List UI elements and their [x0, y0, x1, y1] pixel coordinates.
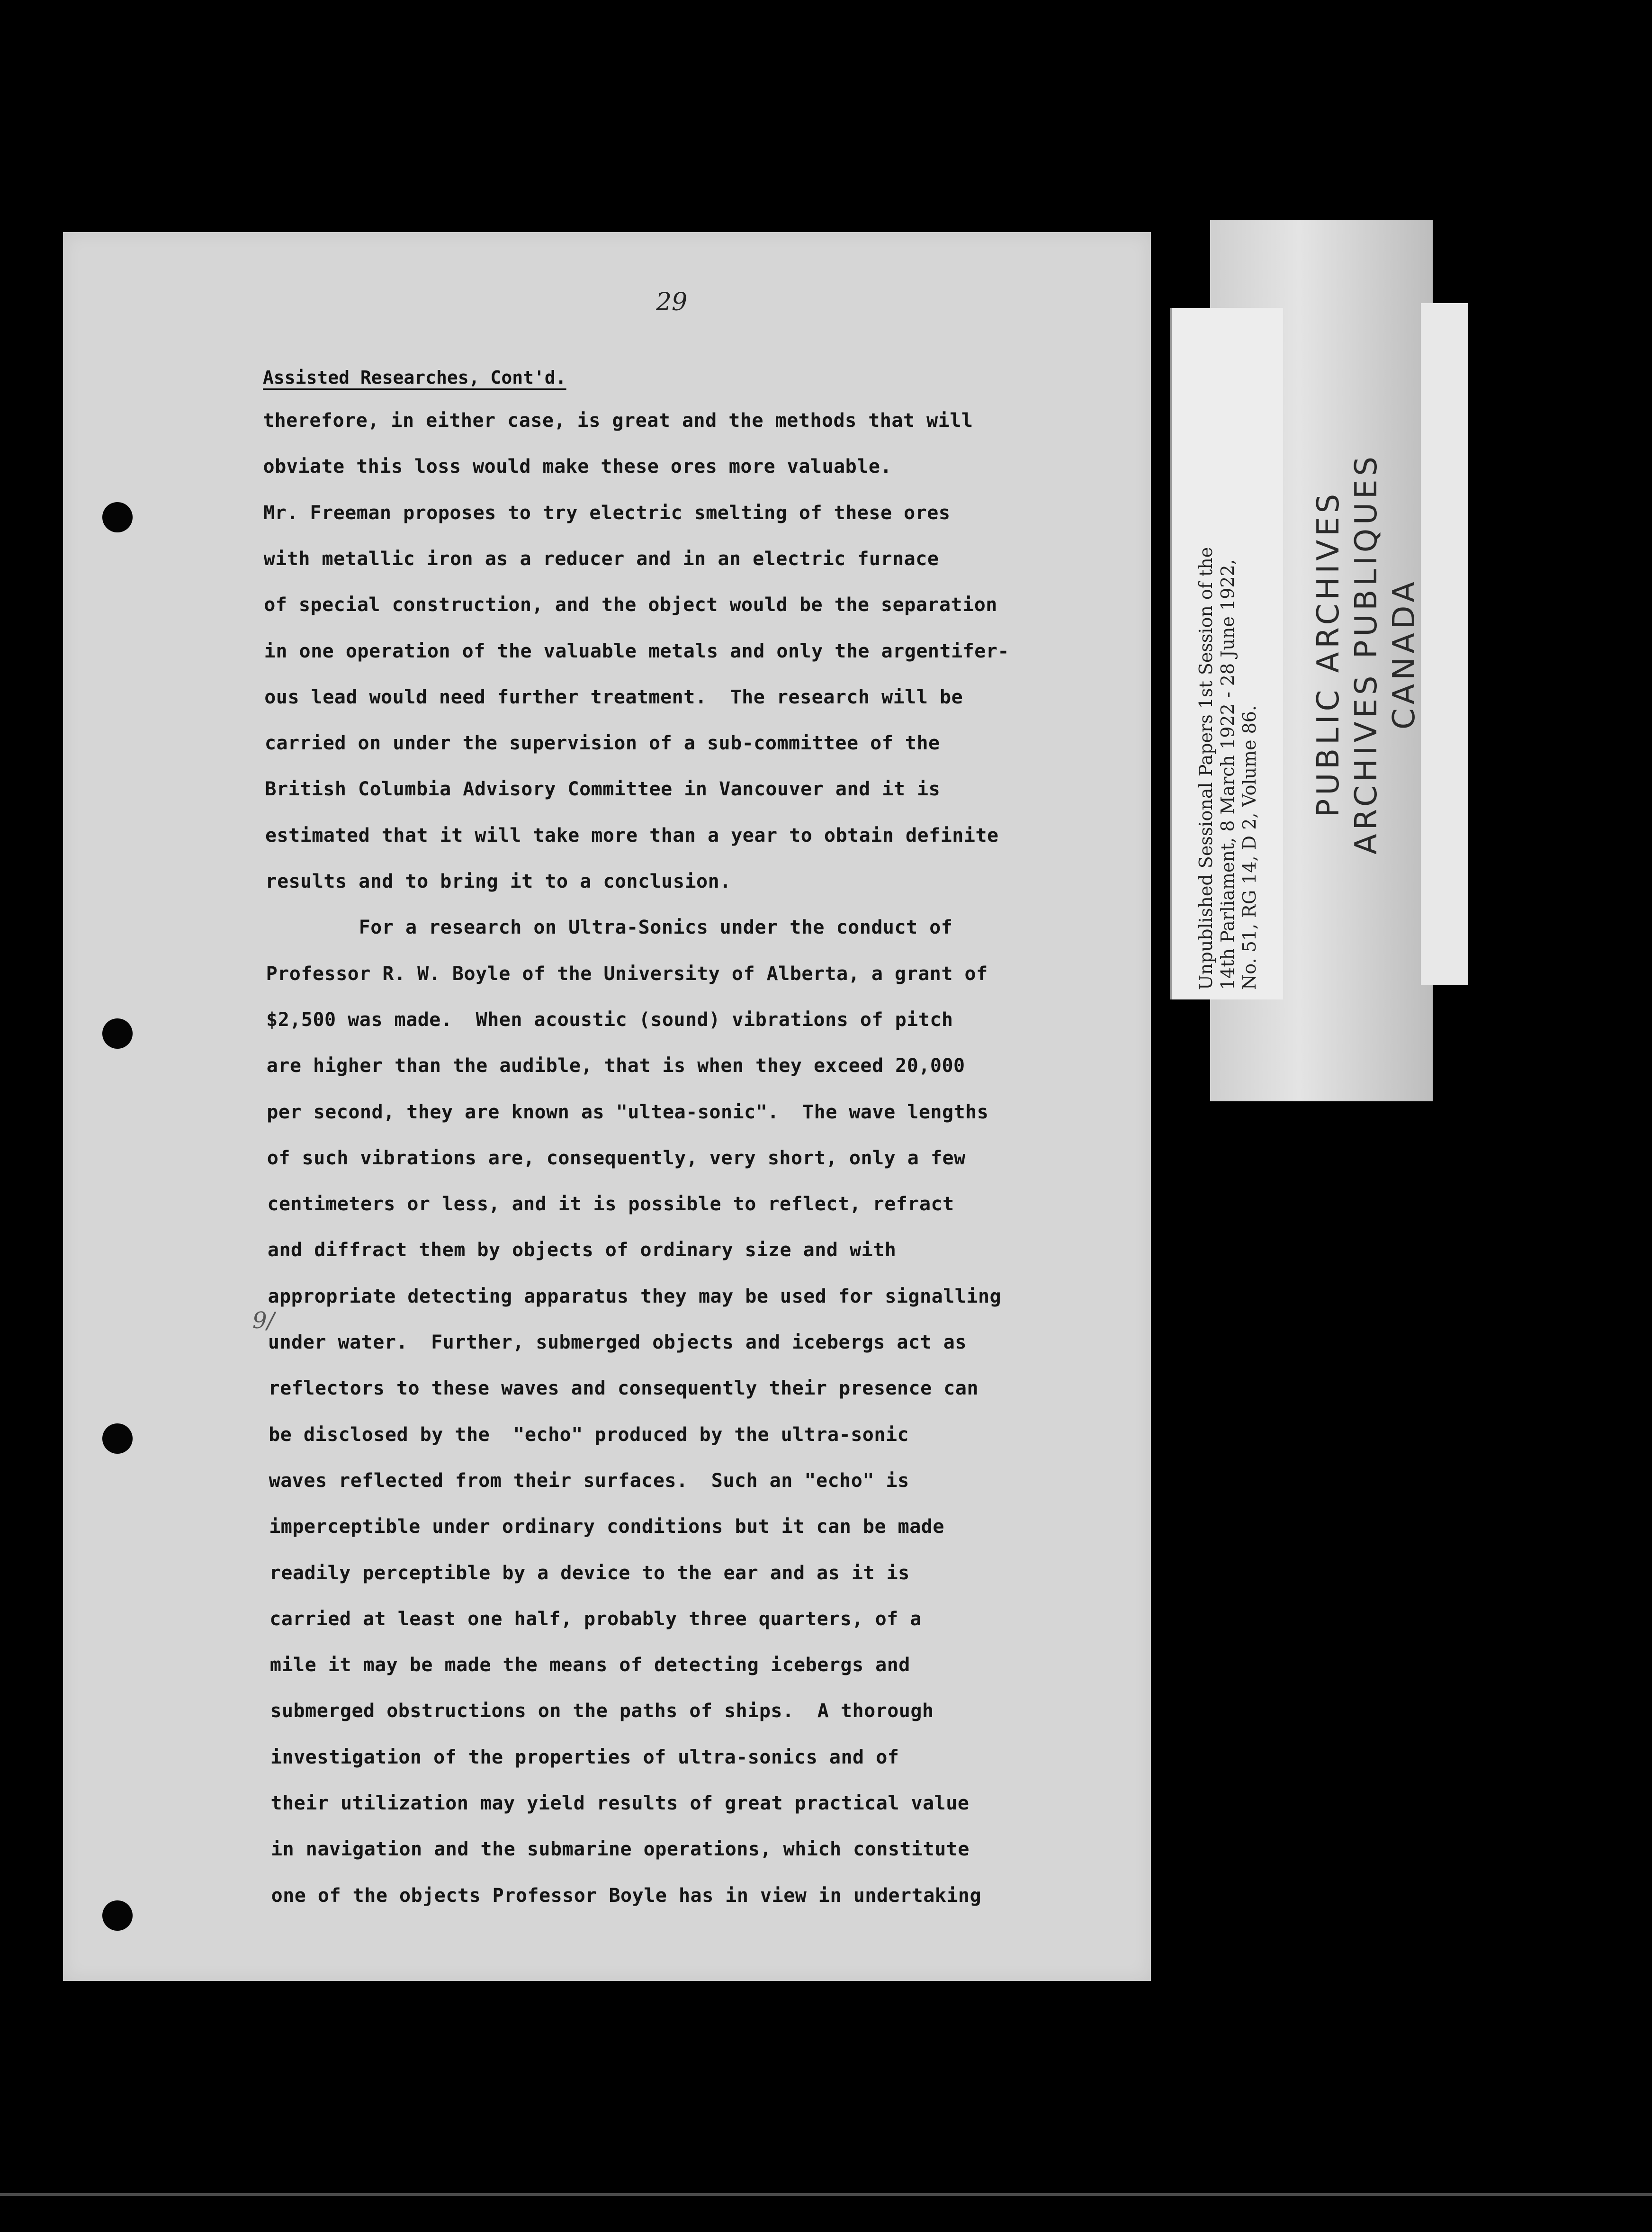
text-line: For a research on Ultra-Sonics under the conduct of — [266, 917, 953, 939]
text-line: carried on under the supervision of a sub-committee of the — [264, 732, 940, 755]
text-line: with metallic iron as a reducer and in an electric furnace — [263, 548, 939, 570]
text-line: ous lead would need further treatment. The research will be — [264, 686, 963, 708]
text-line: obviate this loss would make these ores more valuable. — [263, 456, 892, 478]
text-line: under water. Further, submerged objects and icebergs act as — [268, 1332, 967, 1353]
scan-border — [0, 2193, 1652, 2196]
text-line: mile it may be made the means of detecting icebergs and — [269, 1654, 910, 1676]
text-line: carried at least one half, probably three quarters, of a — [269, 1608, 922, 1630]
text-line: investigation of the properties of ultra-sonics and of — [270, 1746, 899, 1768]
text-line: Professor R. W. Boyle of the University of Alberta, a grant of — [266, 963, 988, 985]
archive-stamp-line: CANADA — [1387, 577, 1422, 730]
text-line: British Columbia Advisory Committee in Vancouver and it is — [265, 778, 941, 801]
text-line: and diffract them by objects of ordinary size and with — [267, 1239, 897, 1261]
text-line: their utilization may yield results of great practical value — [270, 1792, 970, 1814]
text-line: in one operation of the valuable metals and only the argentifer- — [264, 640, 1009, 662]
section-heading: Assisted Researches, Cont'd. — [263, 367, 566, 388]
text-line: submerged obstructions on the paths of ships. A thorough — [270, 1700, 934, 1722]
text-line: are higher than the audible, that is when they exceed 20,000 — [266, 1055, 965, 1077]
text-line: Mr. Freeman proposes to try electric smelting of these ores — [263, 502, 951, 524]
archive-label-line: 14th Parliament, 8 March 1922 - 28 June 1922, — [1217, 559, 1238, 990]
text-line: centimeters or less, and it is possible to reflect, refract — [267, 1193, 954, 1215]
text-line: imperceptible under ordinary conditions but it can be made — [269, 1516, 944, 1538]
text-line: readily perceptible by a device to the ear and as it is — [269, 1562, 910, 1584]
text-line: estimated that it will take more than a year to obtain definite — [265, 824, 999, 846]
margin-note: 9/ — [252, 1307, 275, 1334]
text-line: be disclosed by the "echo" produced by the ultra-sonic — [269, 1423, 909, 1446]
document-page — [63, 232, 1151, 1981]
text-line: waves reflected from their surfaces. Such an "echo" is — [269, 1469, 909, 1492]
text-line: appropriate detecting apparatus they may be used for signalling — [268, 1285, 1002, 1307]
archive-label-line: No. 51, RG 14, D 2, Volume 86. — [1239, 705, 1260, 990]
archive-stamp — [1288, 308, 1445, 999]
archive-stamp-line: PUBLIC ARCHIVES — [1311, 490, 1346, 818]
text-line: of such vibrations are, consequently, very short, only a few — [267, 1147, 966, 1169]
text-line: $2,500 was made. When acoustic (sound) vibrations of pitch — [266, 1008, 953, 1031]
text-line: in navigation and the submarine operations, which constitute — [271, 1838, 970, 1861]
text-line: results and to bring it to a conclusion. — [265, 871, 731, 892]
text-line: one of the objects Professor Boyle has in view in undertaking — [271, 1884, 982, 1907]
archive-label-line: Unpublished Sessional Papers 1st Session of the — [1195, 547, 1216, 990]
text-line: reflectors to these waves and consequently their presence can — [268, 1377, 979, 1400]
text-line: therefore, in either case, is great and the methods that will — [263, 410, 973, 432]
archive-reference-label — [1170, 308, 1283, 999]
body-text — [63, 232, 1151, 1981]
text-line: per second, they are known as "ultea-sonic". The wave lengths — [267, 1101, 989, 1123]
text-line: of special construction, and the object would be the separation — [264, 594, 997, 616]
archive-stamp-line: ARCHIVES PUBLIQUES — [1349, 452, 1384, 855]
page-number: 29 — [656, 288, 688, 316]
